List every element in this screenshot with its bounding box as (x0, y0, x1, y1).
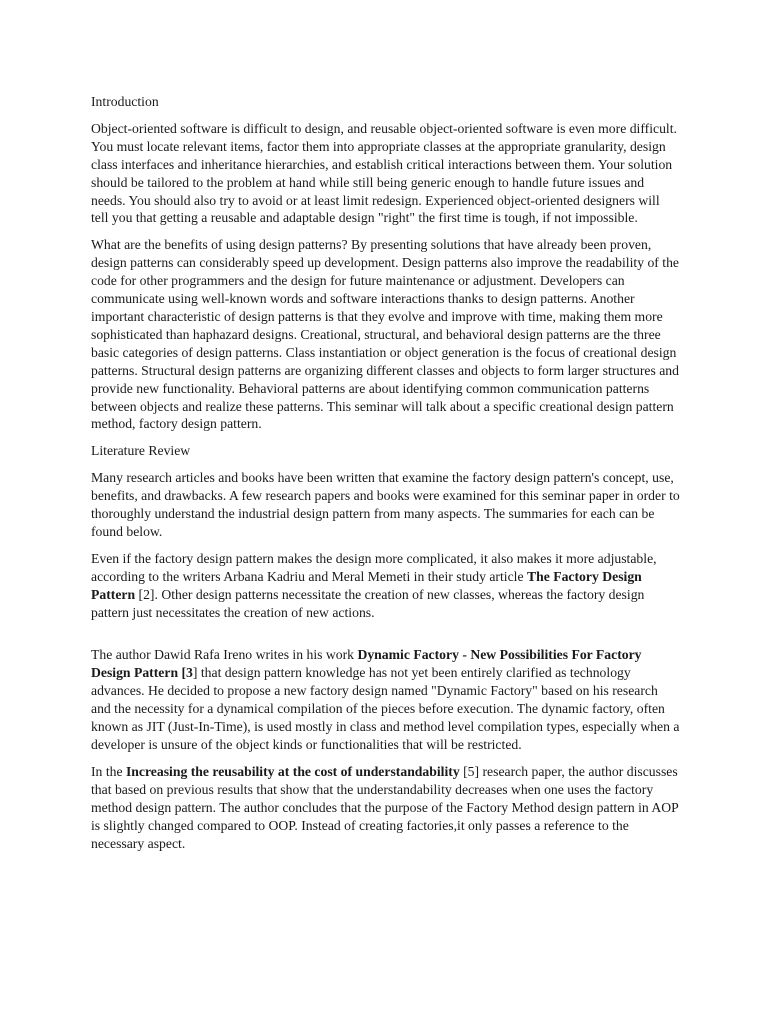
literature-review-paragraph-4 (91, 763, 680, 853)
literature-review-paragraph-1: Many research articles and books have been written that examine the factory design pattern's concept, use, benefits, and drawbacks. A few research papers and books were examined for this seminar paper in order to thoroughly understand the industrial design pattern from many aspects. The summaries for each can be found below. (91, 470, 680, 539)
article-title-bold: Dynamic Factory - New Possibilities For Factory Design Pattern [3 (91, 647, 642, 681)
paragraph-text: Even if the factory design pattern makes the design more complicated, it also makes it more adjustable, according to the writers Arbana Kadriu and Meral Memeti in their study article (91, 550, 657, 584)
literature-review-paragraph-3 (91, 646, 680, 753)
article-title-bold: Increasing the reusability at the cost of understandability (125, 763, 460, 779)
paragraph-text: The author Dawid Rafa Ireno writes in his work (91, 647, 358, 663)
introduction-heading: Introduction (91, 94, 159, 109)
introduction-paragraph-2: What are the benefits of using design patterns? By presenting solutions that have already been proven, design patterns can considerably speed up development. Design patterns also improve the readability of the code for other programmers and the design for future maintenance or adjustment. Developers can communicate using well-known words and software interactions thanks to design patterns. Another important characteristic of design patterns is that they evolve and improve with time, making them more sophisticated than haphazard designs. Creational, structural, and behavioral design patterns are the three basic categories of design patterns. Class instantiation or object generation is the focus of creational design patterns. Structural design patterns are organizing different classes and objects to form larger structures and provide new functionality. Behavioral patterns are about identifying common communication patterns between objects and realize these patterns. This seminar will talk about a specific creational design pattern method, factory design pattern. (91, 237, 680, 432)
literature-review-heading: Literature Review (91, 443, 191, 459)
paragraph-text: [2]. Other design patterns necessitate the creation of new classes, whereas the factory design pattern just necessitates the creation of new actions. (91, 586, 645, 620)
article-title-bold: The Factory Design Pattern (91, 568, 642, 602)
paragraph-text: ] that design pattern knowledge has not yet been entirely clarified as technology advances. He decided to propose a new factory design named "Dynamic Factory" based on his research and the necessity for a dynamical compilation of the pieces before execution. The dynamic factory, often known as JIT (Just-In-Time), is used mostly in class and method level compilation types, especially when a developer is unsure of the object kinds or functionalities that will be restricted. (91, 665, 680, 752)
paragraph-text: In the (91, 763, 126, 779)
introduction-paragraph-1: Object-oriented software is difficult to design, and reusable object-oriented software is even more difficult. You must locate relevant items, factor them into appropriate classes at the appropriate granularity, design class interfaces and inheritance hierarchies, and establish critical interactions between them. Your solution should be tailored to the problem at hand while still being generic enough to handle future issues and needs. You should also try to avoid or at least limit redesign. Experienced object-oriented designers will tell you that getting a reusable and adaptable design "right" the first time is tough, if not impossible. (91, 120, 677, 226)
literature-review-paragraph-2 (91, 550, 680, 622)
paragraph-text: [5] research paper, the author discusses that based on previous results that show that the understandability decreases when one uses the factory method design pattern. The author concludes that the purpose of the Factory Method design pattern in AOP is slightly changed compared to OOP. Instead of creating factories,it only passes a reference to the necessary aspect. (91, 763, 679, 851)
